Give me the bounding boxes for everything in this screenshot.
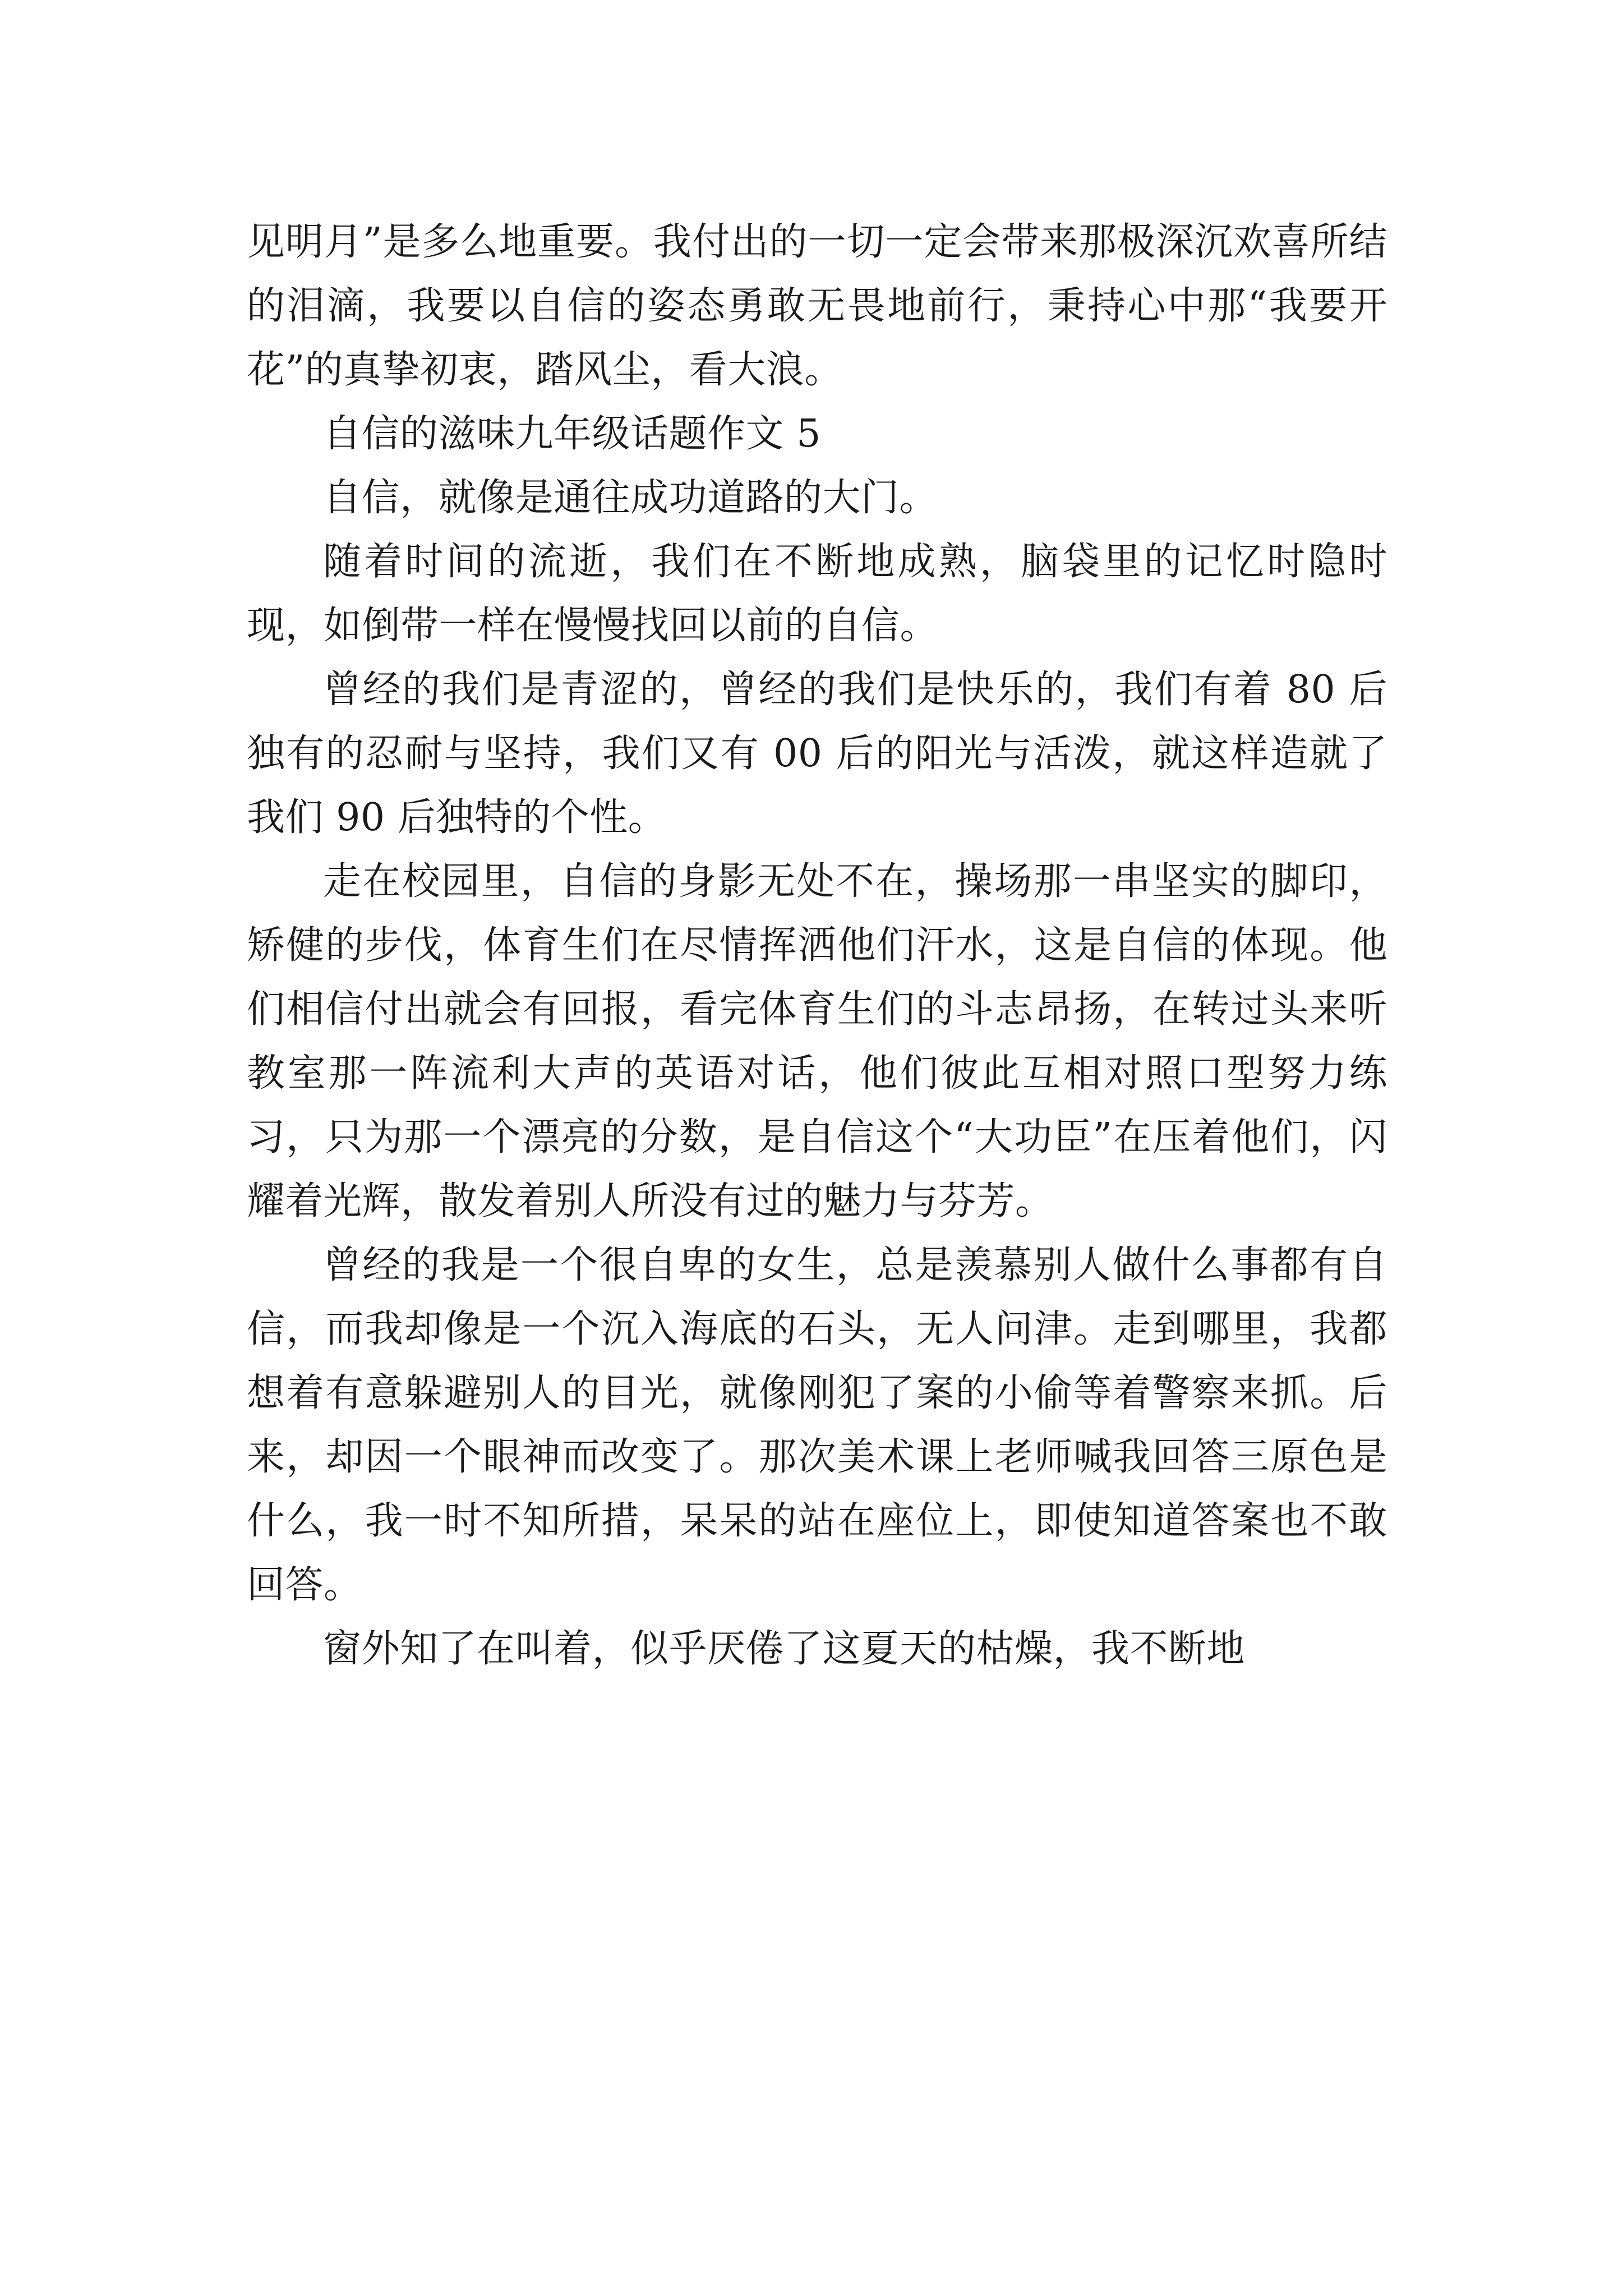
paragraph-self: 曾经的我是一个很自卑的女生，总是羡慕别人做什么事都有自信，而我却像是一个沉入海底的石头，无人问津。走到哪里，我都想着有意躲避别人的目光，就像刚犯了案的小偷等着警察来抓。后来，却因一个眼神而改变了。那次美术课上老师喊我回答三原色是什么，我一时不知所措，呆呆的站在座位上，即使知道答案也不敢回答。 bbox=[247, 1243, 1387, 1607]
document-page bbox=[247, 210, 1387, 1681]
paragraph-intro: 自信，就像是通往成功道路的大门。 bbox=[323, 476, 938, 520]
paragraph-generations: 曾经的我们是青涩的，曾经的我们是快乐的，我们有着 80 后独有的忍耐与坚持，我们又有 00 后的阳光与活泼，就这样造就了我们 90 后独特的个性。 bbox=[247, 668, 1387, 840]
paragraph-window: 窗外知了在叫着，似乎厌倦了这夏天的枯燥，我不断地 bbox=[323, 1627, 1246, 1671]
paragraph-campus: 走在校园里，自信的身影无处不在，操场那一串坚实的脚印，矫健的步伐，体育生们在尽情挥洒他们汗水，这是自信的体现。他们相信付出就会有回报，看完体育生们的斗志昂扬，在转过头来听教室那一阵流利大声的英语对话，他们彼此互相对照口型努力练习，只为那一个漂亮的分数，是自信这个“大功臣”在压着他们，闪耀着光辉，散发着别人所没有过的魅力与芬芳。 bbox=[247, 859, 1387, 1223]
essay-title: 自信的滋味九年级话题作文 5 bbox=[323, 412, 821, 456]
paragraph-continuation: 见明月”是多么地重要。我付出的一切一定会带来那极深沉欢喜所结的泪滴，我要以自信的姿态勇敢无畏地前行，秉持心中那“我要开花”的真挚初衷，踏风尘，看大浪。 bbox=[247, 220, 1387, 392]
paragraph-time: 随着时间的流逝，我们在不断地成熟，脑袋里的记忆时隐时现，如倒带一样在慢慢找回以前的自信。 bbox=[247, 540, 1387, 648]
